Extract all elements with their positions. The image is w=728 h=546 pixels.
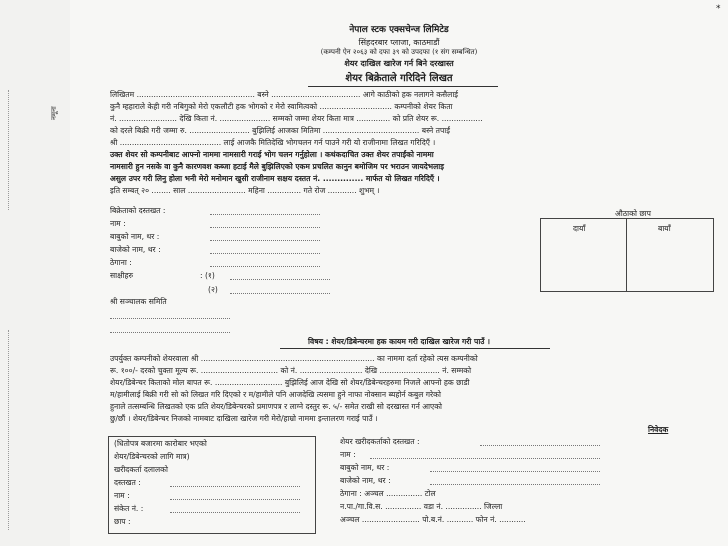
company-address: सिंहदरबार प्लाजा, काठमाडौं xyxy=(358,38,440,47)
subject-underline xyxy=(280,348,550,349)
buyer-municipality-label: न.पा./गा.वि.स. ............... वडा नं. ............... जिल्ला xyxy=(340,502,503,511)
witness-label: साक्षीहरु xyxy=(110,271,134,280)
request-line: छु/छौं । शेयर/डिबेन्चर निजको नामबाट दाखिला खारेज गरी मेरो/हाम्रो नाममा इन्तालरण गराई पाउँ । xyxy=(110,414,378,423)
buyer-contact-label: अञ्चल ........................ पो.ब.नं. ........... फोन नं. ........... xyxy=(340,515,526,524)
broker-code-line[interactable] xyxy=(170,512,300,513)
corner-mark: * xyxy=(716,4,721,14)
broker-name-label: नाम : xyxy=(114,491,130,500)
board-line-1[interactable] xyxy=(110,318,230,319)
request-line: हुनाले तत्सम्बन्धि लिखतको एक प्रति शेयर/डिबेन्चरको प्रमाणपत्र र लाग्ने दस्तुर रू. ५/- समेत राखी सो दरखास्त गर्न आएको xyxy=(110,402,442,411)
broker-code-label: संकेत नं. : xyxy=(114,504,144,513)
broker-note-2: शेयर/डिबेन्चरको लागि मात्र) xyxy=(114,452,190,461)
seller-father-line[interactable] xyxy=(210,240,320,241)
seller-grandfather-line[interactable] xyxy=(210,253,320,254)
deed-line: असुल उपर गरी लिनु होला भनी मेरो मनोमान खुसी राजीनाम सक्षय दस्तत नं. .............. मार्फत यो लिखत गरिदिएँ । xyxy=(110,174,440,183)
seller-address-line[interactable] xyxy=(210,266,320,267)
buyer-address-label: ठेगाना : अञ्चल ............... टोल xyxy=(340,489,436,498)
document-title: शेयर बिक्रेताले गरिदिने लिखत xyxy=(345,73,453,84)
thumbprint-right-label: दायाँ xyxy=(573,224,586,233)
buyer-father-line[interactable] xyxy=(430,471,600,472)
deed-line: श्री .......................................... लाई आजकै मितिदेखि भोगचलन गर्न पाउने गरी यो राजीनामा लिखत गरिदिएँ । xyxy=(110,138,436,147)
share-transfer-form xyxy=(70,0,728,546)
deed-line: लिखितम ................................................. बस्ने ..................................... आगे काठीको हक नलागने कसैलाई xyxy=(110,90,459,99)
buyer-signature-line[interactable] xyxy=(480,445,600,446)
buyer-grandfather-line[interactable] xyxy=(430,484,600,485)
deed-line: कुनै म्हहाराले केही गरी नबिगुको मेरो एकलौटी हक भोगको र मेरो स्वामित्वको .............................. कम्पनीको शेयर किता xyxy=(110,102,453,111)
buyer-father-label: बाबुको नाम, थर : xyxy=(340,463,390,472)
thumbprint-divider xyxy=(626,218,627,291)
witness-1-label: : (१) xyxy=(200,271,215,280)
broker-note-3: खरीदकर्ता दलालको xyxy=(114,465,168,474)
title-underline xyxy=(308,86,498,87)
witness-2-line[interactable] xyxy=(230,293,330,294)
seller-name-label: नाम : xyxy=(110,219,126,228)
broker-stamp-label: छाप : xyxy=(114,517,131,526)
margin-dotted-line-lower xyxy=(8,330,13,530)
side-sample-mark: नमूना xyxy=(50,106,58,120)
deed-line: नामसारी हुन नसके वा कुनै कारणवश कब्जा हटाई मैले बुझिलिएको एकम प्रचलित कानुन बमोजिम पर भराउन जायदेभलाइ xyxy=(110,162,444,171)
applicant-label: निवेदक xyxy=(648,425,669,434)
deed-line: इति सम्बत् २० ........ साल ........................ महिना .............. गते रोज ............ शुभम् । xyxy=(110,186,380,195)
broker-note-1: (धितोपत्र बजारमा कारोबार भएको xyxy=(114,439,207,448)
thumbprint-box xyxy=(540,218,714,292)
deed-line: को दरले बिक्री गरी जम्मा रु. ......................... बुझिलिई आजका मितिमा ........................................ बस्ने तपाईं xyxy=(110,126,450,135)
request-line: उपर्युक्त कम्पनीको शेयरवाला श्री ........................................................................ का नाममा दर्ता रहेको त्यस कम्पनीको xyxy=(110,354,478,363)
thumbprint-title: औठाको छाप xyxy=(615,209,651,218)
company-name: नेपाल स्टक एक्सचेन्ज लिमिटेड xyxy=(349,25,449,35)
thumbprint-left-label: बायाँ xyxy=(658,224,671,233)
buyer-name-line[interactable] xyxy=(370,458,600,459)
seller-name-line[interactable] xyxy=(210,227,320,228)
seller-address-label: ठेगाना : xyxy=(110,258,132,267)
subject-line: विषय : शेयर/डिबेन्चरमा हक कायम गरी दाखिल खारेज गरी पाउँ । xyxy=(308,337,490,346)
witness-2-label: (२) xyxy=(208,285,218,294)
deed-line: उक्त शेयर सो कम्पनीबाट आफ्नो नाममा नामसारी गराई भोग चलन गर्नुहोला । कथंकदाचित उक्त शेयर तपाईंको नाममा xyxy=(110,150,434,159)
buyer-name-label: नाम : xyxy=(340,450,356,459)
board-line-2[interactable] xyxy=(110,332,230,333)
broker-signature-label: दस्तखत : xyxy=(114,478,141,487)
broker-name-line[interactable] xyxy=(170,499,300,500)
broker-signature-line[interactable] xyxy=(170,486,300,487)
buyer-grandfather-label: बाजेको नाम, थर : xyxy=(340,476,391,485)
form-name: शेयर दाखिल खारेज गर्न बिने दरखास्त xyxy=(344,59,454,68)
request-line: म/हामीलाई बिक्री गरी सो को लिखत गरि दिएको र म/हामीले पनि आजदेखि त्यसमा हुने नाफा नोक्सान ब्यहोर्न कबुल गरेको xyxy=(110,390,441,399)
seller-signature-line[interactable] xyxy=(210,214,320,215)
rule-note: (कम्पनी ऐन २०६३ को दफा ३९ को उपदफा (१ संग सम्बन्धित) xyxy=(320,48,478,56)
deed-line: नं. ........................ देखि किता नं. ..................... सम्मको जम्मा शेयर किता मात्र .............. को प्रति शेयर रू. ................. xyxy=(110,114,483,123)
request-line: रू. १००/- दरको चुक्ता मूल्य रू. ................................ को नं. .......................... देखि ......................... नं. सम्मको xyxy=(110,366,472,375)
seller-father-label: बाबुको नाम, थर : xyxy=(110,232,160,241)
margin-dotted-line xyxy=(8,90,13,210)
buyer-signature-label: शेयर खरीदकर्ताको दस्तखत : xyxy=(340,437,420,446)
board-label: श्री सञ्चालक समिति xyxy=(110,297,167,306)
seller-grandfather-label: बाजेको नाम, थर : xyxy=(110,245,161,254)
witness-1-line[interactable] xyxy=(230,279,330,280)
request-line: शेयर/डिबेन्चर किताको मोल बापत रू. ............................ बुझिलिई आज देखि सो शेयर/डिबेन्चरहरुमा निजले आफ्नो हक छाडी xyxy=(110,378,470,387)
seller-signature-label: बिक्रेताको दस्तखत : xyxy=(110,206,166,215)
